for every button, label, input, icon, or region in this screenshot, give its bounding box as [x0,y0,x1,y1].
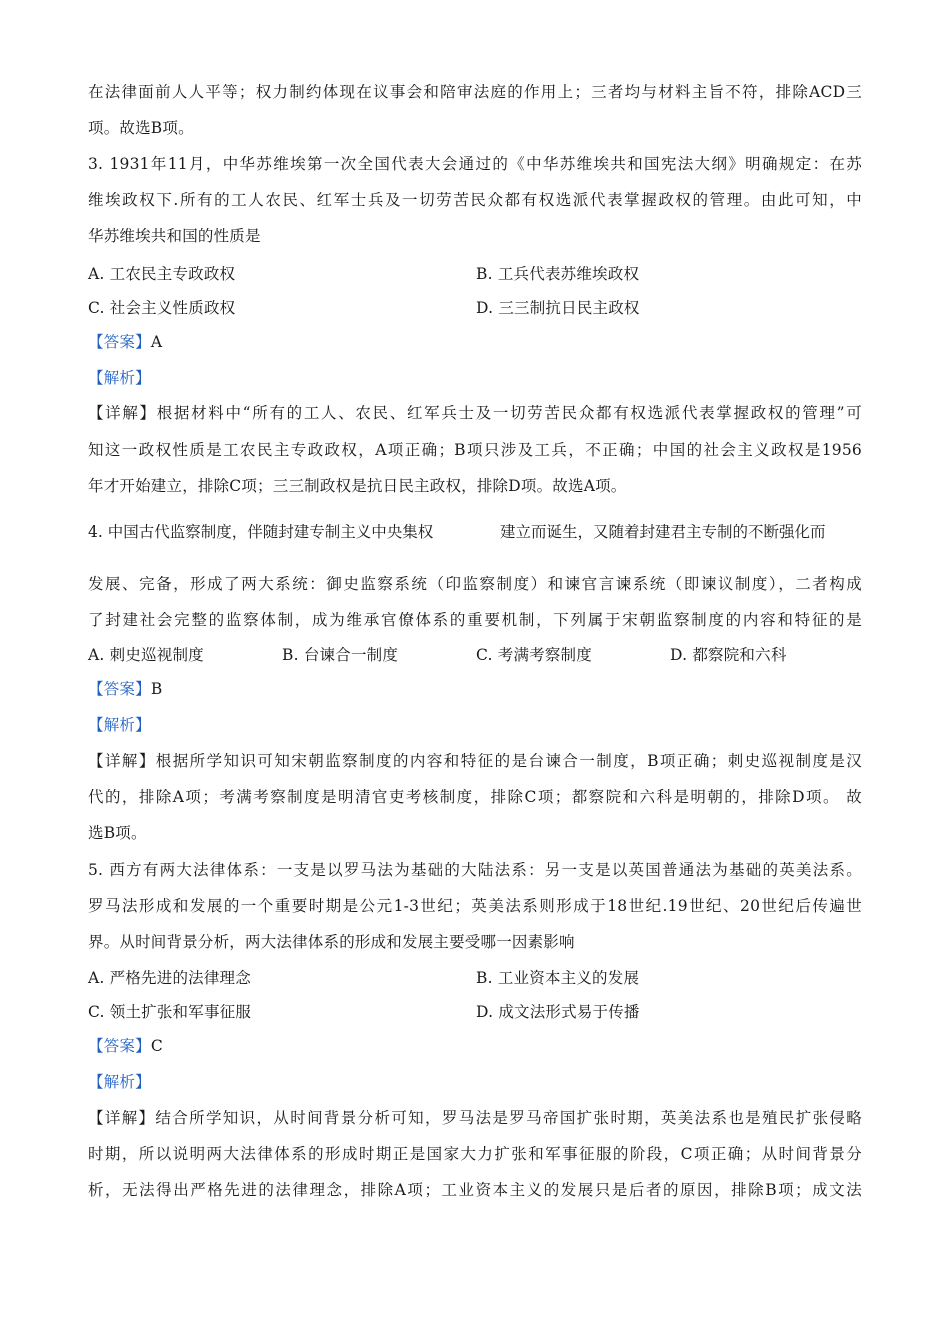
q3-answer-tag: 【答案】 [88,333,151,351]
q3-option-d: D. 三三制抗日民主政权 [476,299,640,317]
q5-option-a: A. 严格先进的法律理念 [88,969,251,987]
q3-detail-line-2: 知这一政权性质是工农民主专政政权，A项正确；B项只涉及工兵，不正确；中国的社会主义政权是1956 [88,441,862,459]
q4-answer [88,679,162,699]
q4-answer-tag: 【答案】 [88,680,151,698]
q3-detail-line-3: 年才开始建立，排除C项；三三制政权是抗日民主政权，排除D项。故选A项。 [88,477,627,495]
q5-detail-tag: 【详解】 [88,1109,156,1127]
q3-detail-tag: 【详解】 [88,404,157,422]
q3-answer-value: A [150,333,163,351]
q3-option-c: C. 社会主义性质政权 [88,299,236,317]
q4-stem-line-3: 了封建社会完整的监察体制，成为维承官僚体系的重要机制，下列属于宋朝监察制度的内容和特征的是 [88,611,862,629]
q4-option-d: D. 都察院和六科 [670,646,787,664]
q3-answer [88,332,162,352]
intro-line-1: 在法律面前人人平等；权力制约体现在议事会和陪审法庭的作用上；三者均与材料主旨不符，排除ACD三 [88,83,862,101]
q3-stem-line-1: 3. 1931年11月，中华苏维埃第一次全国代表大会通过的《中华苏维埃共和国宪法大纲》明确规定：在苏 [88,155,862,173]
intro-line-2: 项。故选B项。 [88,119,194,137]
q4-detail-text-1: 根据所学知识可知宋朝监察制度的内容和特征的是台谏合一制度，B项正确；刺史巡视制度是汉 [155,752,862,770]
q5-stem-line-2: 罗马法形成和发展的一个重要时期是公元1-3世纪；英美法系则形成于18世纪.19世纪、20世纪后传遍世 [88,897,862,915]
q3-detail-line-1 [88,403,862,423]
q5-detail-line-1 [88,1108,862,1128]
q3-stem-line-3: 华苏维埃共和国的性质是 [88,227,261,245]
q5-detail-line-3: 析，无法得出严格先进的法律理念，排除A项；工业资本主义的发展只是后者的原因，排除B项；成文法 [88,1181,862,1199]
q4-option-c: C. 考满考察制度 [476,646,592,664]
q5-stem-line-3: 界。从时间背景分析，两大法律体系的形成和发展主要受哪一因素影响 [88,933,575,951]
q5-option-d: D. 成文法形式易于传播 [476,1003,640,1021]
q4-answer-value: B [150,680,163,698]
q3-option-a: A. 工农民主专政政权 [88,265,236,283]
q4-detail-tag: 【详解】 [88,752,156,770]
q4-option-b: B. 台谏合一制度 [282,646,399,664]
q3-stem-line-2: 维埃政权下.所有的工人农民、红军士兵及一切劳苦民众都有权选派代表掌握政权的管理。由此可知，中 [88,191,862,209]
q4-detail-line-3: 选B项。 [88,824,147,842]
q4-stem-line-1b: 建立而诞生，又随着封建君主专制的不断强化而 [500,523,826,541]
q5-option-c: C. 领土扩张和军事征服 [88,1003,252,1021]
q4-stem-line-1a: 4. 中国古代监察制度，伴随封建专制主义中央集权 [88,523,434,541]
q5-answer [88,1036,163,1056]
q5-detail-line-2: 时期，所以说明两大法律体系的形成时期正是国家大力扩张和军事征服的阶段，C项正确；从时间背景分 [88,1145,862,1163]
q4-detail-line-2: 代的，排除A项；考满考察制度是明清官吏考核制度，排除C项；都察院和六科是明朝的，排除D项。 故 [88,788,862,806]
q3-analysis-tag: 【解析】 [88,369,151,387]
q5-answer-tag: 【答案】 [88,1037,151,1055]
q5-detail-text-1: 结合所学知识，从时间背景分析可知，罗马法是罗马帝国扩张时期，英美法系也是殖民扩张侵略 [155,1109,862,1127]
q4-detail-line-1 [88,751,862,771]
q5-analysis-tag: 【解析】 [88,1073,151,1091]
q5-answer-value: C [150,1037,163,1055]
q3-detail-text-1: 根据材料中“所有的工人、农民、红军兵士及一切劳苦民众都有权选派代表掌握政权的管理”可 [156,404,862,422]
q4-stem-line-2: 发展、完备，形成了两大系统：御史监察系统（印监察制度）和谏官言谏系统（即谏议制度），二者构成 [88,575,862,593]
q3-option-b: B. 工兵代表苏维埃政权 [476,265,640,283]
q4-option-a: A. 刺史巡视制度 [88,646,204,664]
q4-analysis-tag: 【解析】 [88,716,151,734]
q5-option-b: B. 工业资本主义的发展 [476,969,640,987]
q5-stem-line-1: 5. 西方有两大法律体系：一支是以罗马法为基础的大陆法系：另一支是以英国普通法为基础的英美法系。 [88,861,862,879]
